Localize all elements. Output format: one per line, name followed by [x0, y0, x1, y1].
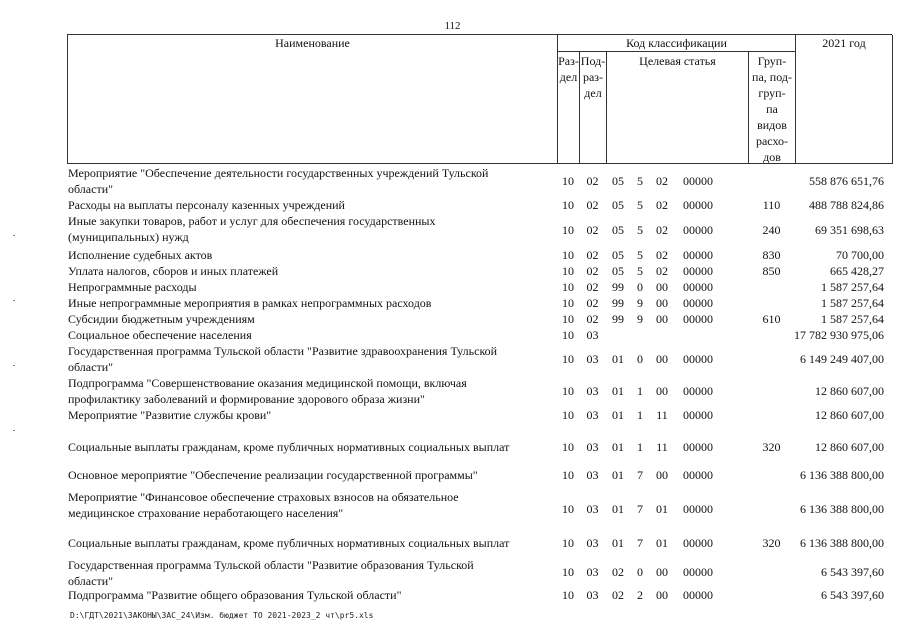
cell-target-event: 11 [656, 408, 668, 422]
cell-target-event: 00 [656, 384, 668, 398]
row-name: Исполнение судебных актов [68, 248, 213, 262]
cell-target-subprogram: 5 [637, 174, 643, 188]
cell-target-event: 02 [656, 174, 668, 188]
cell-target-program: 05 [612, 198, 624, 212]
cell-razdel: 10 [562, 352, 574, 366]
row-name: Мероприятие "Развитие службы крови" [68, 408, 272, 422]
cell-razdel: 10 [562, 280, 574, 294]
cell-target-direction: 00000 [683, 248, 713, 262]
cell-amount: 6 543 397,60 [821, 565, 884, 579]
cell-target-subprogram: 7 [637, 536, 643, 550]
cell-target-subprogram: 0 [637, 352, 643, 366]
table-row [67, 343, 892, 375]
file-path-footer: D:\ГДТ\2021\ЗАКОНЫ\ЗАС_24\Изм. бюджет ТО 2021-2023_2 чт\pr5.xls [70, 611, 374, 620]
table-row [67, 213, 892, 247]
cell-target-direction: 00000 [683, 384, 713, 398]
cell-target-event: 00 [656, 468, 668, 482]
cell-razdel: 10 [562, 588, 574, 602]
row-name: Государственная программа Тульской области "Развитие образования Тульской области" [68, 558, 474, 588]
cell-target-subprogram: 1 [637, 440, 643, 454]
margin-mark [13, 235, 15, 236]
cell-target-event: 01 [656, 502, 668, 516]
cell-target-subprogram: 7 [637, 468, 643, 482]
row-name: Иные закупки товаров, работ и услуг для обеспечения государственных (муниципальных) нужд [68, 214, 436, 244]
cell-expense-group: 240 [762, 223, 781, 237]
cell-target-direction: 00000 [683, 264, 713, 278]
cell-amount: 6 136 388 800,00 [800, 502, 884, 516]
cell-target-event: 00 [656, 296, 668, 310]
header-target: Целевая статья [607, 52, 749, 164]
cell-amount: 12 860 607,00 [815, 384, 884, 398]
cell-razdel: 10 [562, 296, 574, 310]
table-row [67, 375, 892, 407]
margin-mark [13, 430, 15, 431]
row-name: Социальное обеспечение населения [68, 328, 252, 342]
page-number: 112 [444, 20, 461, 32]
cell-razdel: 10 [562, 565, 574, 579]
cell-expense-group: 850 [762, 264, 781, 278]
cell-podrazdel: 02 [586, 174, 599, 188]
cell-podrazdel: 03 [586, 588, 599, 602]
cell-amount: 12 860 607,00 [815, 440, 884, 454]
cell-razdel: 10 [562, 328, 574, 342]
table-row [67, 407, 892, 423]
cell-amount: 6 136 388 800,00 [800, 468, 884, 482]
table-row [67, 489, 892, 529]
table-row [67, 197, 892, 213]
cell-target-direction: 00000 [683, 565, 713, 579]
table-row [67, 529, 892, 557]
row-name: Социальные выплаты гражданам, кроме публичных нормативных социальных выплат [68, 440, 510, 454]
table-row [67, 247, 892, 263]
cell-target-event: 00 [656, 312, 668, 326]
cell-amount: 665 428,27 [830, 264, 884, 278]
cell-razdel: 10 [562, 312, 574, 326]
cell-amount: 12 860 607,00 [815, 408, 884, 422]
cell-podrazdel: 03 [586, 328, 599, 342]
table-row [67, 327, 892, 343]
cell-amount: 6 543 397,60 [821, 588, 884, 602]
cell-target-program: 05 [612, 264, 624, 278]
cell-razdel: 10 [562, 536, 574, 550]
cell-target-subprogram: 9 [637, 296, 643, 310]
row-name: Расходы на выплаты персоналу казенных учреждений [68, 198, 345, 212]
cell-amount: 6 136 388 800,00 [800, 536, 884, 550]
cell-target-program: 02 [612, 565, 624, 579]
cell-amount: 1 587 257,64 [821, 312, 884, 326]
cell-amount: 70 700,00 [836, 248, 884, 262]
cell-target-program: 01 [612, 384, 624, 398]
cell-target-event: 02 [656, 223, 668, 237]
cell-podrazdel: 02 [586, 280, 599, 294]
cell-podrazdel: 02 [586, 248, 599, 262]
row-name: Государственная программа Тульской области "Развитие здравоохранения Тульской области" [68, 344, 498, 374]
cell-target-program: 99 [612, 280, 624, 294]
cell-podrazdel: 03 [586, 440, 599, 454]
cell-podrazdel: 02 [586, 264, 599, 278]
cell-podrazdel: 03 [586, 352, 599, 366]
cell-target-event: 02 [656, 264, 668, 278]
header-razdel: Раз- дел [558, 52, 580, 164]
table-row [67, 557, 892, 587]
cell-target-event: 11 [656, 440, 668, 454]
cell-razdel: 10 [562, 174, 574, 188]
table-row [67, 587, 892, 603]
cell-target-direction: 00000 [683, 312, 713, 326]
cell-target-event: 00 [656, 352, 668, 366]
cell-target-subprogram: 7 [637, 502, 643, 516]
cell-target-event: 02 [656, 248, 668, 262]
cell-expense-group: 320 [762, 536, 781, 550]
cell-target-subprogram: 5 [637, 248, 643, 262]
table-header [67, 34, 892, 164]
cell-podrazdel: 03 [586, 536, 599, 550]
cell-target-program: 02 [612, 588, 624, 602]
row-name: Подпрограмма "Совершенствование оказания медицинской помощи, включая профилактику заболеваний и формирование здорового образа жизни" [68, 376, 467, 406]
cell-target-program: 99 [612, 312, 624, 326]
cell-amount: 1 587 257,64 [821, 280, 884, 294]
cell-target-direction: 00000 [683, 352, 713, 366]
cell-razdel: 10 [562, 248, 574, 262]
cell-target-program: 05 [612, 248, 624, 262]
cell-target-direction: 00000 [683, 408, 713, 422]
cell-razdel: 10 [562, 264, 574, 278]
cell-podrazdel: 03 [586, 468, 599, 482]
header-name: Наименование [68, 35, 558, 164]
table-row [67, 295, 892, 311]
cell-expense-group: 320 [762, 440, 781, 454]
cell-target-event: 00 [656, 565, 668, 579]
cell-podrazdel: 03 [586, 565, 599, 579]
cell-amount: 6 149 249 407,00 [800, 352, 884, 366]
budget-table [67, 34, 892, 602]
cell-podrazdel: 02 [586, 312, 599, 326]
table-row [67, 165, 892, 197]
cell-target-subprogram: 9 [637, 312, 643, 326]
table-row [67, 461, 892, 489]
cell-amount: 17 782 930 975,06 [794, 328, 884, 342]
row-name: Социальные выплаты гражданам, кроме публичных нормативных социальных выплат [68, 536, 510, 550]
cell-razdel: 10 [562, 198, 574, 212]
cell-amount: 1 587 257,64 [821, 296, 884, 310]
cell-target-direction: 00000 [683, 440, 713, 454]
cell-podrazdel: 03 [586, 408, 599, 422]
cell-target-subprogram: 2 [637, 588, 643, 602]
table-row [67, 279, 892, 295]
cell-razdel: 10 [562, 502, 574, 516]
table-row [67, 311, 892, 327]
cell-razdel: 10 [562, 384, 574, 398]
margin-mark [13, 300, 15, 301]
row-name: Уплата налогов, сборов и иных платежей [68, 264, 279, 278]
cell-target-event: 02 [656, 198, 668, 212]
header-podrazdel: Под- раз- дел [580, 52, 607, 164]
header-group: Груп- па, под- груп- па видов расхо- дов [749, 52, 796, 164]
cell-expense-group: 610 [762, 312, 781, 326]
cell-target-direction: 00000 [683, 198, 713, 212]
cell-podrazdel: 02 [586, 223, 599, 237]
cell-target-subprogram: 0 [637, 565, 643, 579]
cell-amount: 69 351 698,63 [815, 223, 884, 237]
table-row [67, 263, 892, 279]
cell-target-program: 01 [612, 468, 624, 482]
cell-target-subprogram: 5 [637, 223, 643, 237]
cell-target-program: 01 [612, 440, 624, 454]
row-name: Иные непрограммные мероприятия в рамках непрограммных расходов [68, 296, 432, 310]
cell-target-direction: 00000 [683, 296, 713, 310]
cell-target-program: 05 [612, 174, 624, 188]
header-code: Код классификации [558, 35, 796, 52]
cell-target-direction: 00000 [683, 223, 713, 237]
cell-target-direction: 00000 [683, 536, 713, 550]
cell-razdel: 10 [562, 468, 574, 482]
cell-target-direction: 00000 [683, 174, 713, 188]
header-year: 2021 год [796, 35, 893, 164]
margin-mark [13, 365, 15, 366]
cell-amount: 558 876 651,76 [809, 174, 884, 188]
cell-razdel: 10 [562, 440, 574, 454]
cell-target-program: 05 [612, 223, 624, 237]
row-name: Непрограммные расходы [68, 280, 197, 294]
table-row [67, 433, 892, 461]
cell-expense-group: 830 [762, 248, 781, 262]
cell-amount: 488 788 824,86 [809, 198, 884, 212]
row-name: Мероприятие "Финансовое обеспечение страховых взносов на обязательное медицинское страхование неработающего населения" [68, 490, 459, 520]
cell-target-direction: 00000 [683, 588, 713, 602]
cell-target-event: 00 [656, 588, 668, 602]
cell-target-event: 00 [656, 280, 668, 294]
cell-razdel: 10 [562, 408, 574, 422]
cell-target-direction: 00000 [683, 280, 713, 294]
cell-target-program: 01 [612, 536, 624, 550]
cell-target-subprogram: 1 [637, 408, 643, 422]
cell-target-subprogram: 5 [637, 264, 643, 278]
row-name: Мероприятие "Обеспечение деятельности государственных учреждений Тульской области" [68, 166, 489, 196]
cell-podrazdel: 03 [586, 384, 599, 398]
cell-expense-group: 110 [762, 198, 781, 212]
cell-target-program: 01 [612, 352, 624, 366]
cell-target-program: 99 [612, 296, 624, 310]
cell-podrazdel: 02 [586, 198, 599, 212]
cell-target-program: 01 [612, 408, 624, 422]
cell-razdel: 10 [562, 223, 574, 237]
cell-podrazdel: 02 [586, 296, 599, 310]
cell-target-direction: 00000 [683, 502, 713, 516]
row-name: Подпрограмма "Развитие общего образования Тульской области" [68, 588, 402, 602]
row-name: Основное мероприятие "Обеспечение реализации государственной программы" [68, 468, 478, 482]
cell-target-event: 01 [656, 536, 668, 550]
cell-target-direction: 00000 [683, 468, 713, 482]
row-name: Субсидии бюджетным учреждениям [68, 312, 255, 326]
cell-target-program: 01 [612, 502, 624, 516]
cell-podrazdel: 03 [586, 502, 599, 516]
cell-target-subprogram: 1 [637, 384, 643, 398]
cell-target-subprogram: 0 [637, 280, 643, 294]
cell-target-subprogram: 5 [637, 198, 643, 212]
